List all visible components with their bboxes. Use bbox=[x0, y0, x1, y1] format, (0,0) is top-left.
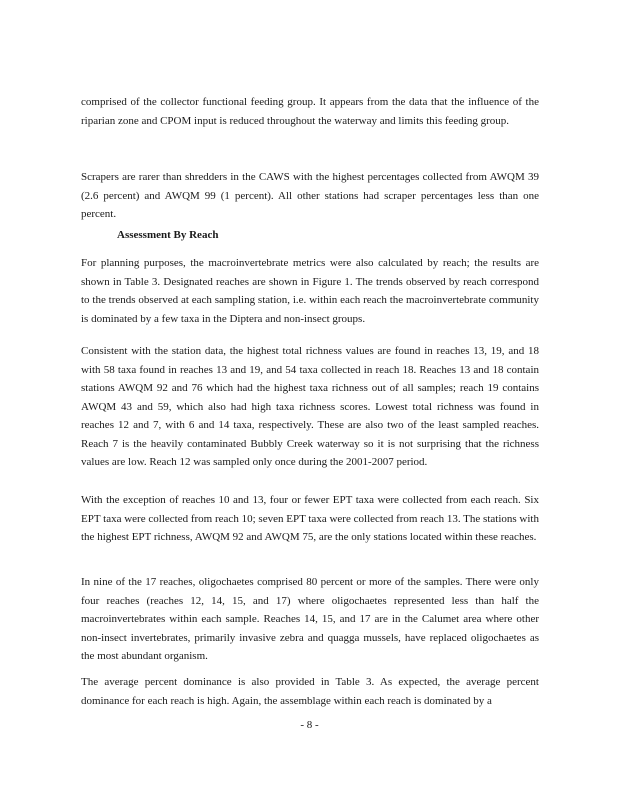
paragraph-scrapers: Scrapers are rarer than shredders in the CAWS with the highest percentages collected from AWQM 39 (2.6 percent) and AWQM 99 (1 percent). All other stations had scraper percentages less than one percent. bbox=[81, 171, 539, 220]
paragraph-richness: Consistent with the station data, the highest total richness values are found in reaches 13, 19, and 18 with 58 taxa found in reaches 13 and 19, and 54 taxa collected in reach 18. Reaches 13 and 18 contain stations AWQM 92 and 76 which had the highest taxa richness out of all samples; reach 19 contains AWQM 43 and 59, which also had high taxa richness scores. Lowest total richness was found in reaches 12 and 7, with 6 and 14 taxa, respectively. These are also two of the least sampled reaches. Reach 7 is the heavily contaminated Bubbly Creek waterway so it is not surprising that the richness values are low. Reach 12 was sampled only once during the 2001-2007 period. bbox=[81, 345, 539, 468]
page-number: - 8 - bbox=[300, 719, 319, 731]
section-heading: Assessment By Reach bbox=[117, 229, 219, 241]
paragraph-oligochaetes: In nine of the 17 reaches, oligochaetes comprised 80 percent or more of the samples. There were only four reaches (reaches 12, 14, 15, and 17) where oligochaetes represented less than half the macroinvertebrates within each sample. Reaches 14, 15, and 17 are in the Calumet area where other non-insect invertebrates, primarily invasive zebra and quagga mussels, have replaced oligochaetes as the most abundant organism. bbox=[81, 576, 539, 662]
paragraph-planning: For planning purposes, the macroinvertebrate metrics were also calculated by reach; the results are shown in Table 3. Designated reaches are shown in Figure 1. The trends observed by reach correspond to the trends observed at each sampling station, i.e. within each reach the macroinvertebrate community is dominated by a few taxa in the Diptera and non-insect groups. bbox=[81, 257, 539, 325]
paragraph-feeding-group: comprised of the collector functional feeding group. It appears from the data that the influence of the riparian zone and CPOM input is reduced throughout the waterway and limits this feeding group. bbox=[81, 96, 539, 127]
paragraph-ept-taxa: With the exception of reaches 10 and 13, four or fewer EPT taxa were collected from each reach. Six EPT taxa were collected from reach 10; seven EPT taxa were collected from reach 13. The stations with the highest EPT richness, AWQM 92 and AWQM 75, are the only stations located within these reaches. bbox=[81, 494, 539, 543]
paragraph-dominance: The average percent dominance is also provided in Table 3. As expected, the average percent dominance for each reach is high. Again, the assemblage within each reach is dominated by a bbox=[81, 676, 539, 707]
